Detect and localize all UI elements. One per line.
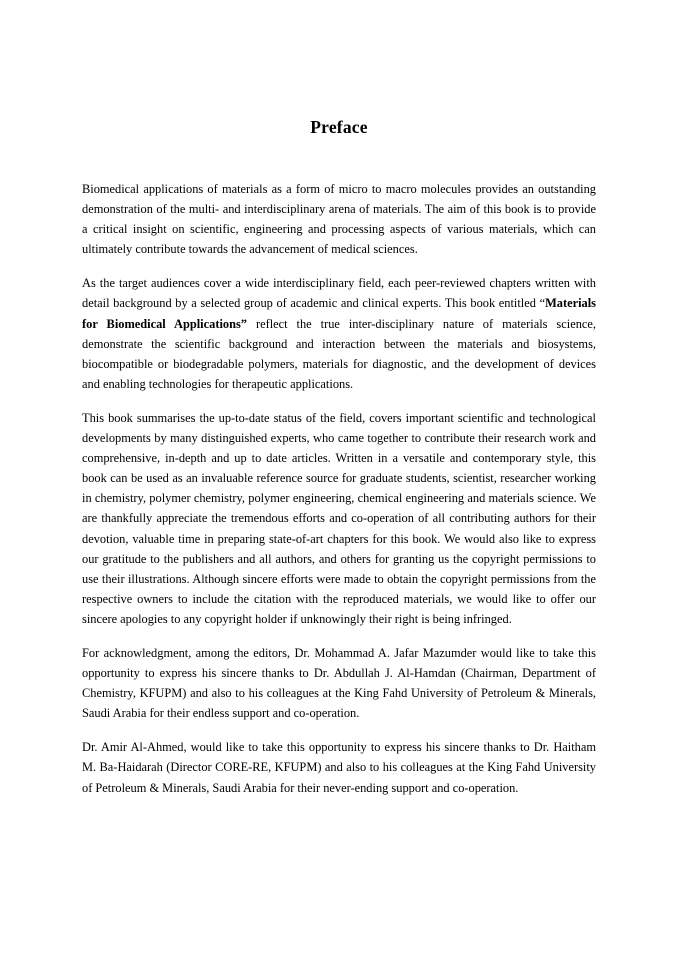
body-text: For acknowledgment, among the editors, Dr. Mohammad A. Jafar Mazumder would like to take this opportunity to express his sincere thanks to Dr. Abdullah J. Al-Hamdan (Chairman, Department of Chemistry, KFUPM) and also to his colleagues at the King Fahd University of Petroleum & Minerals, Saudi Arabia for their endless support and co-operation. [82, 645, 596, 721]
document-body [82, 179, 596, 798]
body-text: As the target audiences cover a wide interdisciplinary field, each peer-reviewed chapters written with detail background by a selected group of academic and clinical experts. This book entitled “ [82, 276, 596, 311]
paragraph-3 [82, 408, 596, 629]
body-text: Dr. Amir Al-Ahmed, would like to take this opportunity to express his sincere thanks to Dr. Haitham M. Ba-Haidarah (Director CORE-RE, KFUPM) and also to his colleagues at the King Fahd University of Petroleum & Minerals, Saudi Arabia for their never-ending support and co-operation. [82, 740, 596, 795]
paragraph-2 [82, 273, 596, 394]
emphasized-text: Materials for Biomedical Applications” [82, 296, 596, 331]
paragraph-5 [82, 737, 596, 797]
body-text: This book summarises the up-to-date status of the field, covers important scientific and technological developments by many distinguished experts, who came together to contribute their research work and comprehensive, in-depth and up to date articles. Written in a versatile and contemporary style, this book can be used as an invaluable reference source for graduate students, scientist, researcher working in chemistry, polymer chemistry, polymer engineering, chemical engineering and materials science. We are thankfully appreciate the tremendous efforts and co-operation of all contributing authors for their devotion, valuable time in preparing state-of-art chapters for this book. We would also like to express our gratitude to the publishers and all authors, and others for granting us the copyright permissions to use their illustrations. Although sincere efforts were made to obtain the copyright permissions from the respective owners to include the citation with the reproduced materials, we would like to offer our sincere apologies to any copyright holder if unknowingly their right is being infringed. [82, 410, 596, 626]
paragraph-1 [82, 179, 596, 259]
paragraph-4 [82, 643, 596, 723]
body-text: Biomedical applications of materials as a form of micro to macro molecules provides an outstanding demonstration of the multi- and interdisciplinary arena of materials. The aim of this book is to provide a critical insight on scientific, engineering and processing aspects of various materials, which can ultimately contribute towards the advancement of medical sciences. [82, 182, 596, 257]
body-text: reflect the true inter-disciplinary nature of materials science, demonstrate the scientific background and interaction between the materials and biosystems, biocompatible or biodegradable polymers, materials for diagnostic, and the development of devices and enabling technologies for therapeutic applications. [82, 316, 596, 391]
page-title: Preface [310, 117, 368, 137]
